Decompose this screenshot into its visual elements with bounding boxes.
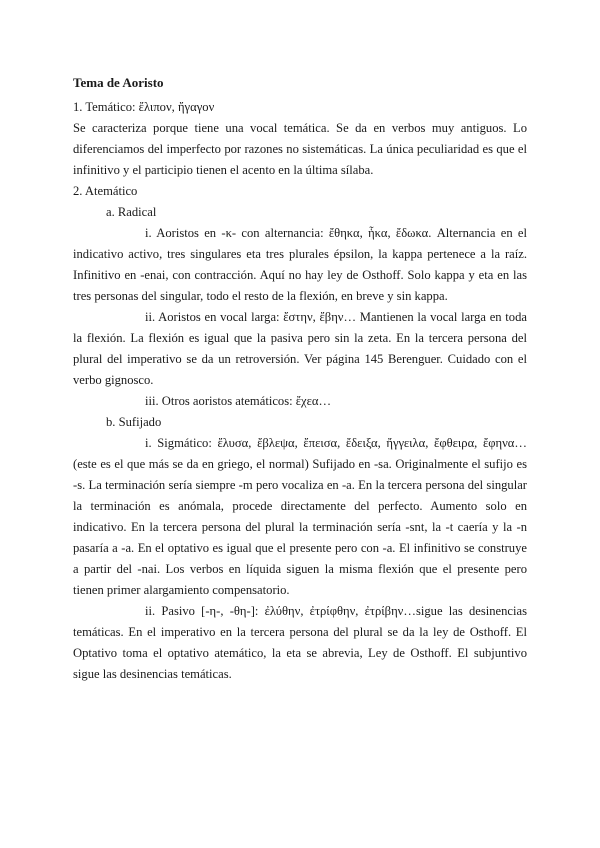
section-tematico-heading: 1. Temático: ἔλιπον, ἤγαγον [73,100,215,114]
section-atematico-heading: 2. Atemático [73,184,138,198]
section-tematico-text: Se caracteriza porque tiene una vocal temática. Se da en verbos muy antiguos. Lo diferenciamos del imperfecto por razones no sistemáticas. La única peculiaridad es que el infinitivo y el participio tienen el acento en la última sílaba. [73,121,527,177]
radical-item-i: i. Aoristos en -κ- con alternancia: ἔθηκα, ἧκα, ἔδωκα. Alternancia en el indicativo activo, tres singulares eta tres plurales épsilon, la kappa pertenece a la raíz. Infinitivo en -enai, con contracción. Aquí no hay ley de Osthoff. Solo kappa y eta en las tres personas del singular, todo el resto de la flexión, en breve y sin kappa. [73,226,527,303]
sufijado-item-i: i. Sigmático: ἔλυσα, ἔβλεψα, ἔπεισα, ἔδειξα, ἤγγειλα, ἔφθειρα, ἔφηνα… (este es el que más se da en griego, el normal) Sufijado en -sa. Originalmente el sufijo es -s. La terminación sería siempre -m pero vocaliza en -a. En la tercera persona del singular la terminación es anómala, procede directamente del perfecto. Aumento solo en indicativo. En la tercera persona del plural la terminación sería -snt, la -t caería y la -n pasaría a -a. En el optativo es igual que el presente pero con -a. El infinitivo se construye a partir del -nai. Los verbos en líquida siguen la misma flexión que el presente pero tienen primer alargamiento compensatorio. [73,436,527,597]
subsection-sufijado-heading: b. Sufijado [106,415,162,429]
sufijado-item-ii: ii. Pasivo [-η-, -θη-]: ἐλύθην, ἐτρίφθην, ἐτρίβην…sigue las desinencias temáticas. En el imperativo en la tercera persona del plural se da la ley de Osthoff. El Optativo toma el optativo atemático, la eta se abrevia, Ley de Osthoff. El subjuntivo sigue las desinencias temáticas. [73,604,527,681]
document-title: Tema de Aoristo [73,75,164,90]
radical-item-ii: ii. Aoristos en vocal larga: ἔστην, ἔβην… Mantienen la vocal larga en toda la flexión. La flexión es igual que la pasiva pero sin la zeta. En la tercera persona del plural del imperativo se da un retroversión. Ver página 145 Berenguer. Cuidado con el verbo gignosco. [73,310,527,387]
subsection-radical-heading: a. Radical [106,205,157,219]
radical-item-iii: iii. Otros aoristos atemáticos: ἔχεα… [145,394,332,408]
document-page [73,72,527,685]
